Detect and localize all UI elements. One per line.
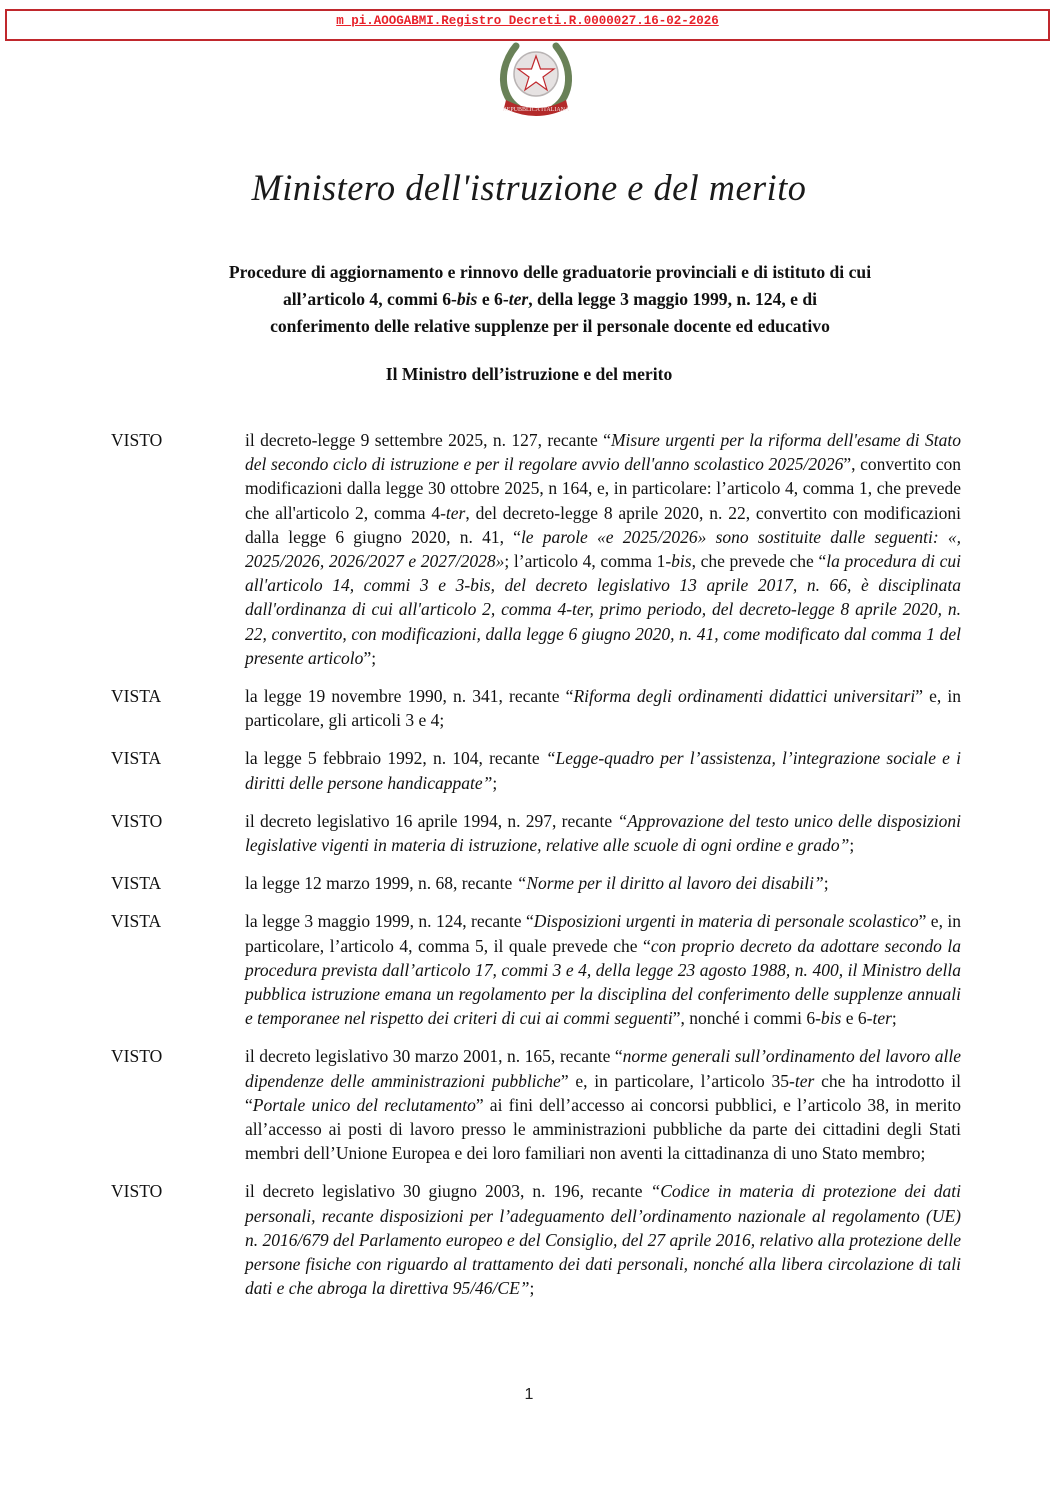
premise-item [111,1179,961,1300]
ministry-name: Ministero dell'istruzione e del merito [251,168,807,209]
premise-text-segment: il decreto legislativo 30 marzo 2001, n. 165, recante “ [245,1046,623,1067]
premise-label: VISTO [111,430,163,450]
premise-quote: Portale unico del reclutamento [252,1094,476,1115]
italian-republic-emblem-icon [488,38,583,120]
premise-quote: le parole «e 2025/2026» sono sostituite dalle seguenti: «, 2025/2026, 2026/2027 e 2027/2028» [245,526,961,572]
title-bis: bis [456,289,478,309]
premise-quote: con proprio decreto da adottare secondo la procedura prevista dall’articolo 17, commi 3 e 4, della legge 23 agosto 1988, n. 400, il Ministro della pubblica istruzione emana un regolamento per la disciplina del conferimento delle supplenze annuali e temporanee nel rispetto dei criteri di cui ai commi seguenti [245,935,961,1029]
protocol-stamp-text: m_pi.AOOGABMI.Registro Decreti.R.0000027.16-02-2026 [336,14,719,28]
premise-text [245,1044,961,1165]
premise-text-segment: e 6- [841,1008,873,1029]
title-line-1: Procedure di aggiornamento e rinnovo delle graduatorie provinciali e di istituto di cui [228,262,872,282]
premise-text-segment: ; [529,1278,535,1299]
premise-label: VISTA [111,686,162,707]
premise-quote: “Codice in materia di protezione dei dati personali, recante disposizioni per l’adeguamento dell’ordinamento nazionale al regolamento (UE) n. 2016/679 del Parlamento europeo e del Consiglio, del 27 aprile 2016, relativo alla protezione delle persone fisiche con riguardo al trattamento dei dati personali, nonché alla libera circolazione di tali dati e che abroga la direttiva 95/46/CE” [245,1181,961,1299]
title-line-2-part: all’articolo 4, commi 6- [282,289,457,309]
premise-text-segment: ”; [363,647,377,668]
protocol-stamp [5,9,1050,41]
premise-text-segment: ”, convertito con modificazioni dalla legge 30 ottobre 2025, n 164, e, in particolare: l’articolo 4, comma 1, che prevede che all'articolo 2, comma 4- [245,454,961,523]
premise-text [245,746,961,794]
premise-item [111,428,961,670]
premise-text-segment: ” e, in particolare, gli articoli 3 e 4; [245,686,961,731]
premise-quote: bis [671,551,692,572]
title-line-2-part: e 6- [477,289,509,309]
minister-heading: Il Ministro dell’istruzione e del merito [385,364,673,384]
premise-quote: la procedura di cui all'articolo 14, commi 3 e 3-bis, del decreto legislativo 13 aprile 2017, n. 66, è disciplinata dall'ordinanza di cui all'articolo 2, comma 4-ter, primo periodo, del decreto-legge 8 aprile 2020, n. 22, convertito, con modificazioni, dalla legge 6 giugno 2020, n. 41, come modificato dal comma 1 del presente articolo [245,551,962,668]
premise-text [245,809,961,857]
premise-quote: “Approvazione del testo unico delle disposizioni legislative vigenti in materia di istruzione, relative alle scuole di ogni ordine e grado” [245,810,961,856]
premise-item [111,684,961,732]
premise-item [111,1044,961,1165]
premise-text [245,909,961,1030]
premise-quote: ter [445,502,466,523]
premise-text-segment: che ha introdotto il “ [245,1070,961,1115]
premise-text-segment: ” e, in particolare, l’articolo 35- [560,1070,795,1091]
document-title [150,259,950,340]
premise-text-segment: il decreto-legge 9 settembre 2025, n. 127, recante “ [245,430,611,450]
premise-text-segment: la legge 19 novembre 1990, n. 341, recante “ [245,686,574,707]
emblem-ribbon-text: REPUBBLICA ITALIANA [502,107,570,113]
premises-list [111,428,961,1315]
premise-text-segment: ” ai fini dell’accesso ai concorsi pubblici, e l’articolo 38, in merito all’accesso ai posti di lavoro presso le amministrazioni pubbliche da parte dei cittadini degli Stati membri dell’Unione Europea e dei loro familiari non aventi la cittadinanza di uno Stato membro; [245,1094,961,1164]
premise-text-segment: ”, nonché i commi 6- [672,1008,821,1029]
page-number: 1 [524,1386,534,1403]
premise-text-segment: il decreto legislativo 16 aprile 1994, n. 297, recante [245,810,618,831]
premise-text [245,871,961,895]
premise-item [111,809,961,857]
premise-label: VISTO [111,1046,163,1067]
premise-text-segment: la legge 12 marzo 1999, n. 68, recante [245,873,517,894]
premise-item [111,746,961,794]
premise-quote: ter [794,1070,815,1091]
title-line-2 [150,286,950,313]
premise-text [245,684,961,732]
premise-text [245,1179,961,1300]
premise-label: VISTO [111,1181,163,1202]
premise-label: VISTA [111,748,162,769]
premise-label: VISTA [111,911,162,932]
premise-quote: Riforma degli ordinamenti didattici universitari [573,686,916,707]
premise-text-segment: ” e, in particolare, l’articolo 4, comma 5, il quale prevede che “ [245,911,962,956]
premise-text-segment: , che prevede che “ [691,551,827,572]
premise-quote: “Norme per il diritto al lavoro dei disabili” [516,873,824,894]
premise-quote: “Legge-quadro per l’assistenza, l’integrazione sociale e i diritti delle persone handicappate” [245,748,961,793]
premise-label: VISTO [111,810,163,831]
premise-text-segment: ; [823,873,829,894]
title-line-3: conferimento delle relative supplenze per il personale docente ed educativo [270,316,830,336]
premise-quote: bis [820,1008,842,1029]
premise-text-segment: ; [492,772,498,793]
premise-text-segment: ; [849,835,855,856]
premise-item [111,909,961,1030]
premise-label: VISTA [111,873,162,894]
premise-text-segment: ; [891,1008,897,1029]
premise-quote: Disposizioni urgenti in materia di personale scolastico [533,911,919,932]
premise-item [111,871,961,895]
title-ter: ter [508,289,529,309]
premise-text-segment: ; l’articolo 4, comma 1- [504,551,672,572]
premise-text-segment: , del decreto-legge 8 aprile 2020, n. 22, convertito con modificazioni dalla legge 6 giugno 2020, n. 41, “ [245,502,961,547]
premise-text-segment: la legge 3 maggio 1999, n. 124, recante “ [245,911,534,932]
premise-quote: norme generali sull’ordinamento del lavoro alle dipendenze delle amministrazioni pubbliche [245,1046,961,1091]
title-line-2-part: , della legge 3 maggio 1999, n. 124, e di [528,289,818,309]
premise-text [245,428,961,670]
premise-quote: Misure urgenti per la riforma dell'esame di Stato del secondo ciclo di istruzione e per il regolare avvio dell'anno scolastico 2025/2026 [245,430,961,475]
premise-text-segment: la legge 5 febbraio 1992, n. 104, recante [245,748,546,769]
premise-text-segment: il decreto legislativo 30 giugno 2003, n. 196, recante [245,1181,651,1202]
premise-quote: ter [872,1008,892,1029]
